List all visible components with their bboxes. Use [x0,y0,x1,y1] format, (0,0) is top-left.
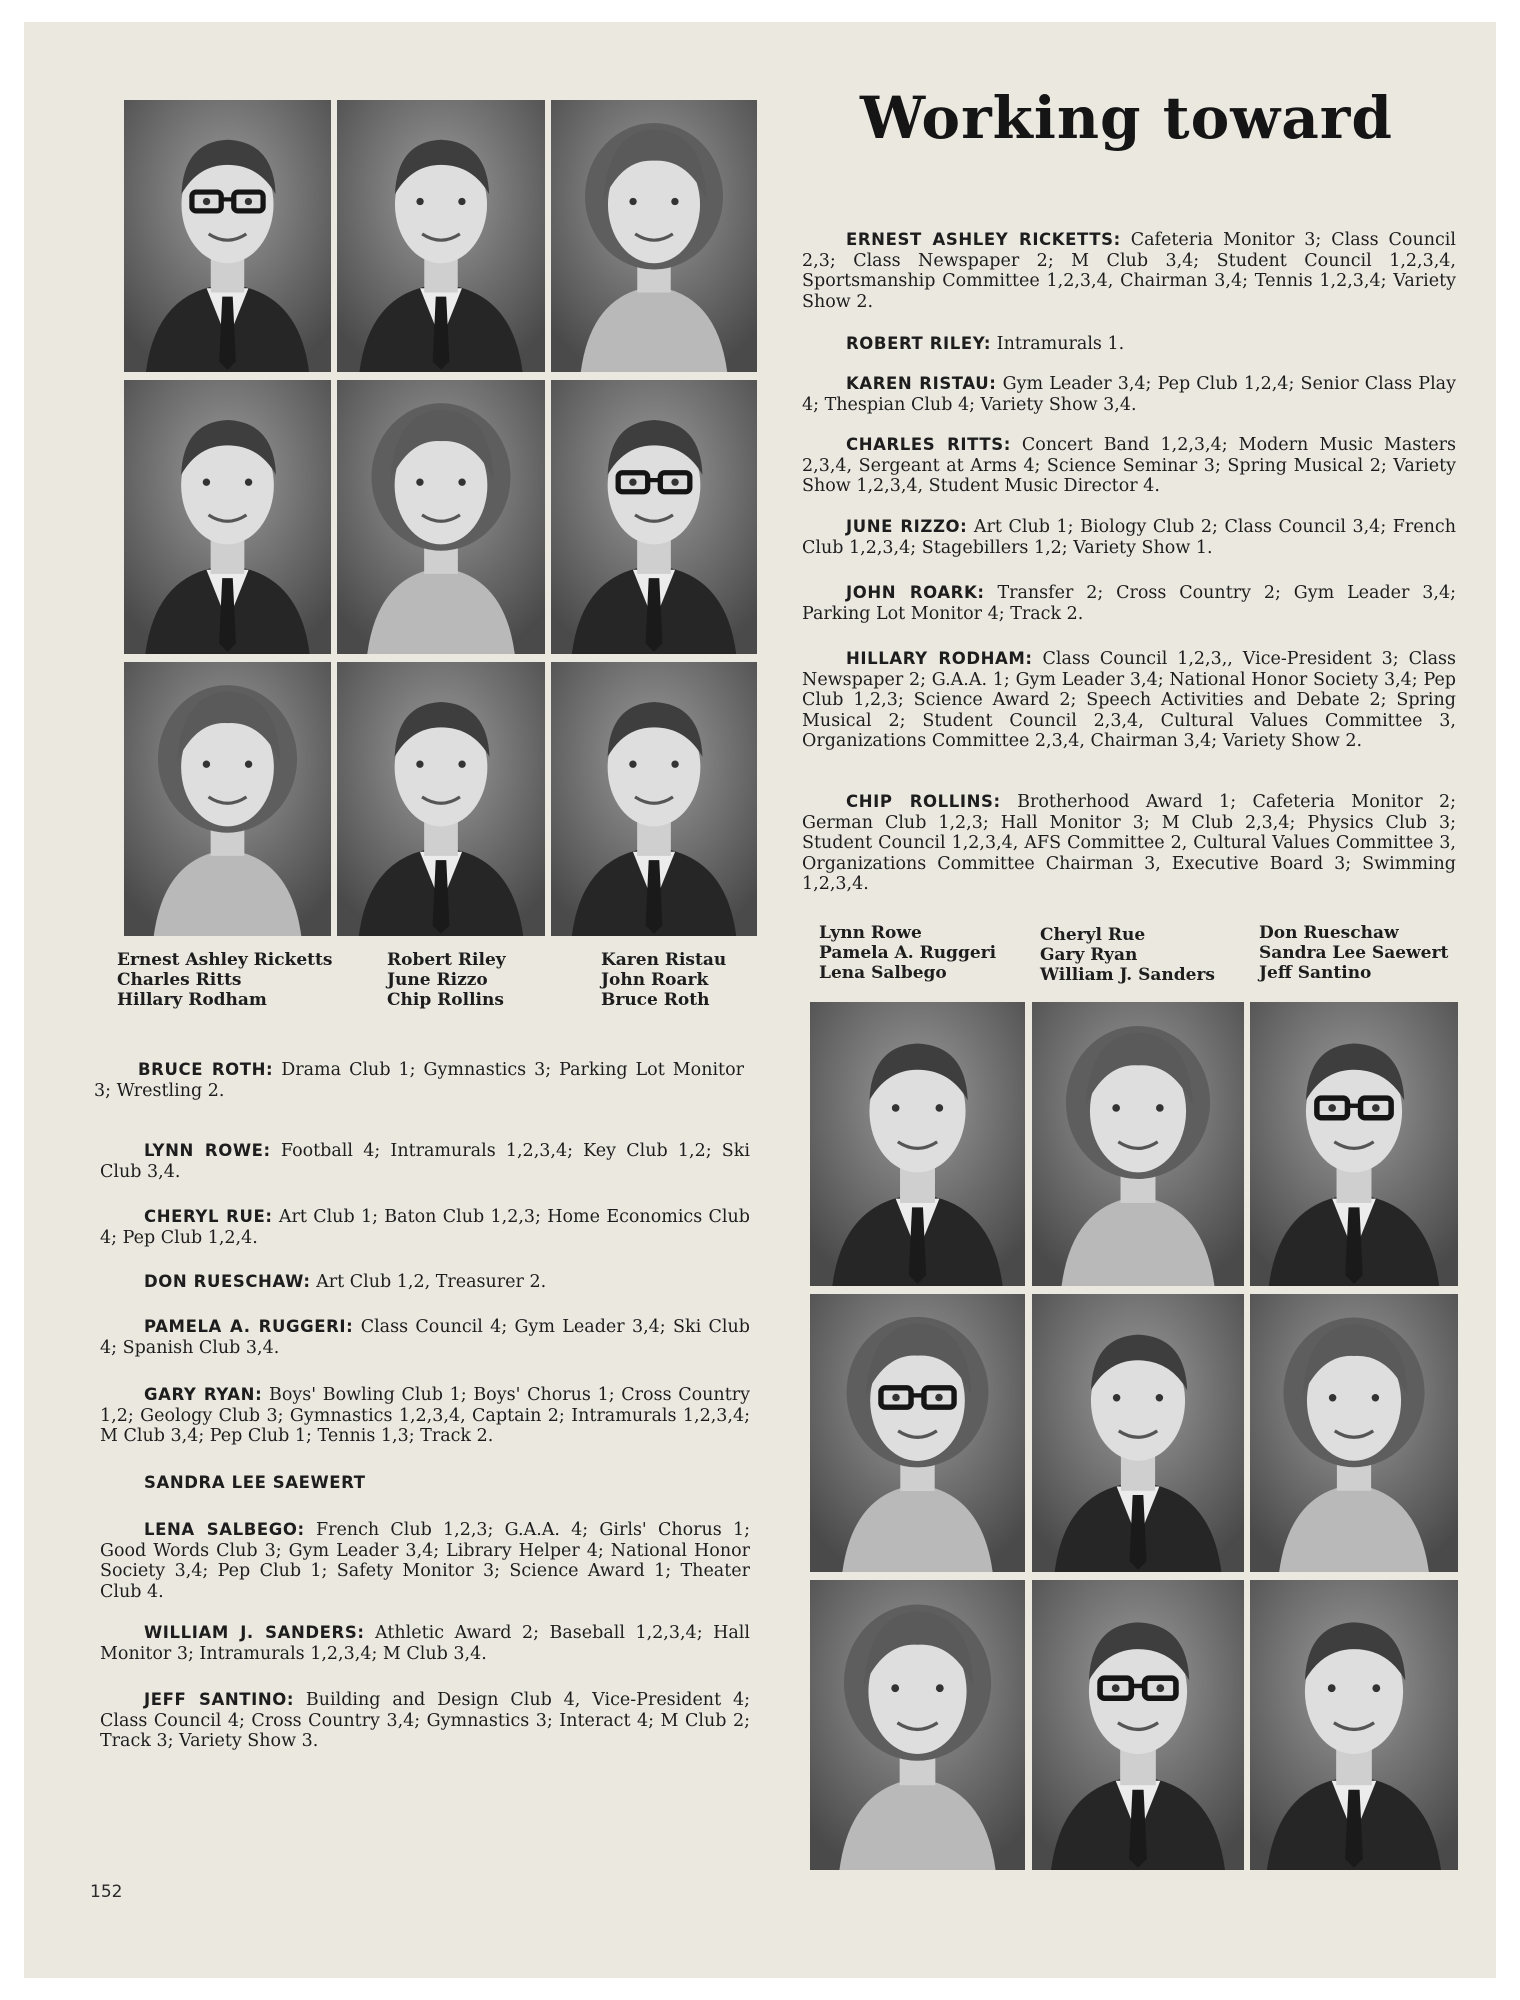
bio-name: CHERYL RUE: [144,1207,273,1226]
caption-name: Ernest Ashley Ricketts [117,950,333,970]
caption-name: Karen Ristau [601,950,727,970]
portrait-ricketts [124,100,331,372]
bio-name: HILLARY RODHAM: [846,649,1033,668]
bio-name: CHIP ROLLINS: [846,792,1001,811]
bio-name: JEFF SANTINO: [144,1690,295,1709]
bio-name: WILLIAM J. SANDERS: [144,1623,365,1642]
bio-rowe [100,1141,750,1182]
portrait-female-icon [1032,1002,1244,1286]
caption-name: John Roark [601,970,709,990]
caption-name: Robert Riley [387,950,506,970]
bio-text: Class Council 1,2,3,, Vice-President 3; Class Newspaper 2; G.A.A. 1; Gym Leader 3,4; National Honor Society 3,4; Pep Club 1,2,3; Science Award 2; Speech Activities and Debate 2; Spring Musical 2; Student Council 2,3,4, Cultural Values Committee 3, Organizations Committee 2,3,4, Chairman 3,4; Variety Show 2. [802,649,1456,751]
portrait-ritts [124,380,331,654]
portrait-male-icon [810,1002,1025,1286]
bio-salbego [100,1520,750,1602]
bio-text: Cafeteria Monitor 3; Class Council 2,3; Class Newspaper 2; M Club 3,4; Student Council 1,2,3,4, Sportsmanship Committee 1,2,3,4, Chairman 3,4; Tennis 1,2,3,4; Variety Show 2. [802,230,1457,312]
bio-rueschaw [100,1272,750,1293]
portrait-rueschaw [1250,1002,1458,1286]
bio-rue [100,1207,750,1248]
bio-ritts [802,435,1456,497]
portrait-female-glasses-icon [810,1294,1025,1572]
bio-roark [802,583,1456,624]
portrait-female-icon [337,380,545,654]
caption-top-col2 [387,950,506,1010]
portrait-male-icon [337,100,545,372]
bio-roth [94,1060,744,1101]
caption-name: Charles Ritts [117,970,242,990]
bio-name: JUNE RIZZO: [846,517,968,536]
portrait-ryan [1032,1294,1244,1572]
page-number: 152 [90,1882,123,1902]
bio-text: Class Council 4; Gym Leader 3,4; Ski Club 4; Spanish Club 3,4. [100,1317,750,1358]
caption-name: Hillary Rodham [117,990,267,1010]
caption-name: Don Rueschaw [1259,923,1399,943]
bio-name: ERNEST ASHLEY RICKETTS: [846,230,1121,249]
portrait-sanders [1032,1580,1244,1870]
caption-name: William J. Sanders [1040,965,1215,985]
portrait-roth [551,662,757,936]
portrait-roark [551,380,757,654]
portrait-santino [1250,1580,1458,1870]
caption-name: Cheryl Rue [1040,925,1146,945]
caption-name: Gary Ryan [1040,945,1138,965]
portrait-male-icon [551,662,757,936]
bio-riley [802,334,1456,355]
caption-top-col3 [601,950,726,1010]
bio-name: ROBERT RILEY: [846,334,992,353]
caption-bottom-col3 [1259,923,1448,983]
caption-name: Sandra Lee Saewert [1259,943,1449,963]
caption-bottom-col1 [819,923,996,983]
bio-santino [100,1690,750,1752]
bio-text: Building and Design Club 4, Vice-President 4; Class Council 4; Cross Country 3,4; Gymnastics 3; Interact 4; M Club 2; Track 3; Variety Show 3. [100,1690,750,1751]
bio-name: PAMELA A. RUGGERI: [144,1317,354,1336]
portrait-ruggeri [810,1294,1025,1572]
bio-name: LENA SALBEGO: [144,1520,305,1539]
bio-rizzo [802,517,1456,558]
bio-rollins [802,792,1456,895]
caption-bottom-col2 [1040,925,1215,985]
portrait-rizzo [337,380,545,654]
portrait-ristau [551,100,757,372]
caption-name: Pamela A. Ruggeri [819,943,997,963]
yearbook-page [24,22,1496,1978]
bio-text: Football 4; Intramurals 1,2,3,4; Key Club 1,2; Ski Club 3,4. [100,1141,750,1182]
bio-text: Art Club 1; Baton Club 1,2,3; Home Economics Club 4; Pep Club 1,2,4. [100,1207,750,1248]
portrait-female-icon [1250,1294,1458,1572]
bio-name: DON RUESCHAW: [144,1272,311,1291]
bio-name: GARY RYAN: [144,1385,263,1404]
portrait-male-icon [124,380,331,654]
portrait-male-glasses-icon [124,100,331,372]
portrait-male-icon [1032,1294,1244,1572]
bio-name: SANDRA LEE SAEWERT [144,1473,366,1492]
bio-text: Transfer 2; Cross Country 2; Gym Leader 3,4; Parking Lot Monitor 4; Track 2. [802,583,1456,624]
portrait-male-glasses-icon [551,380,757,654]
bio-ristau [802,374,1456,415]
bio-text: Drama Club 1; Gymnastics 3; Parking Lot Monitor 3; Wrestling 2. [94,1060,744,1101]
bio-name: CHARLES RITTS: [846,435,1011,454]
caption-name: Chip Rollins [387,990,504,1010]
page-title: Working toward [860,84,1393,152]
bio-text: Brotherhood Award 1; Cafeteria Monitor 2; German Club 1,2,3; Hall Monitor 3; M Club 2,3,4; Physics Club 3; Student Council 1,2,3,4, AFS Committee 2, Cultural Values Committee 3, Organizations Committee Chairman 3, Executive Board 3; Swimming 1,2,3,4. [802,792,1456,894]
portrait-rowe [810,1002,1025,1286]
bio-saewert [100,1473,750,1494]
bio-text: French Club 1,2,3; G.A.A. 4; Girls' Chorus 1; Good Words Club 3; Gym Leader 3,4; Library Helper 4; National Honor Society 3,4; Pep Club 1; Safety Monitor 3; Science Award 1; Theater Club 4. [100,1520,750,1602]
portrait-female-icon [810,1580,1025,1870]
portrait-male-icon [1250,1580,1458,1870]
bio-text: Concert Band 1,2,3,4; Modern Music Masters 2,3,4, Sergeant at Arms 4; Science Seminar 3; Spring Musical 2; Variety Show 1,2,3,4, Student Music Director 4. [802,435,1456,496]
bio-ruggeri [100,1317,750,1358]
portrait-male-icon [337,662,545,936]
bio-ricketts [802,230,1456,312]
caption-name: June Rizzo [387,970,488,990]
bio-name: LYNN ROWE: [144,1141,271,1160]
caption-name: Bruce Roth [601,990,710,1010]
bio-text: Gym Leader 3,4; Pep Club 1,2,4; Senior Class Play 4; Thespian Club 4; Variety Show 3,4. [802,374,1456,415]
bio-text: Boys' Bowling Club 1; Boys' Chorus 1; Cross Country 1,2; Geology Club 3; Gymnastics 1,2,3,4, Captain 2; Intramurals 1,2,3,4; M Club 3,4; Pep Club 1; Tennis 1,3; Track 2. [100,1385,750,1446]
bio-name: JOHN ROARK: [846,583,985,602]
caption-name: Lynn Rowe [819,923,922,943]
portrait-male-glasses-icon [1250,1002,1458,1286]
portrait-saewert [1250,1294,1458,1572]
portrait-rodham [124,662,331,936]
bio-name: BRUCE ROTH: [138,1060,274,1079]
caption-top-col1 [117,950,332,1010]
bio-ryan [100,1385,750,1447]
caption-name: Lena Salbego [819,963,947,983]
portrait-female-icon [551,100,757,372]
portrait-rollins [337,662,545,936]
caption-name: Jeff Santino [1259,963,1372,983]
bio-sanders [100,1623,750,1664]
bio-text: Art Club 1; Biology Club 2; Class Council 3,4; French Club 1,2,3,4; Stagebillers 1,2; Variety Show 1. [802,517,1456,558]
portrait-salbego [810,1580,1025,1870]
bio-name: KAREN RISTAU: [846,374,997,393]
portrait-riley [337,100,545,372]
bio-text: Athletic Award 2; Baseball 1,2,3,4; Hall Monitor 3; Intramurals 1,2,3,4; M Club 3,4. [100,1623,750,1664]
bio-text: Art Club 1,2, Treasurer 2. [310,1272,547,1292]
portrait-female-icon [124,662,331,936]
portrait-male-glasses-icon [1032,1580,1244,1870]
bio-text: Intramurals 1. [991,334,1125,354]
portrait-rue [1032,1002,1244,1286]
bio-rodham [802,649,1456,752]
